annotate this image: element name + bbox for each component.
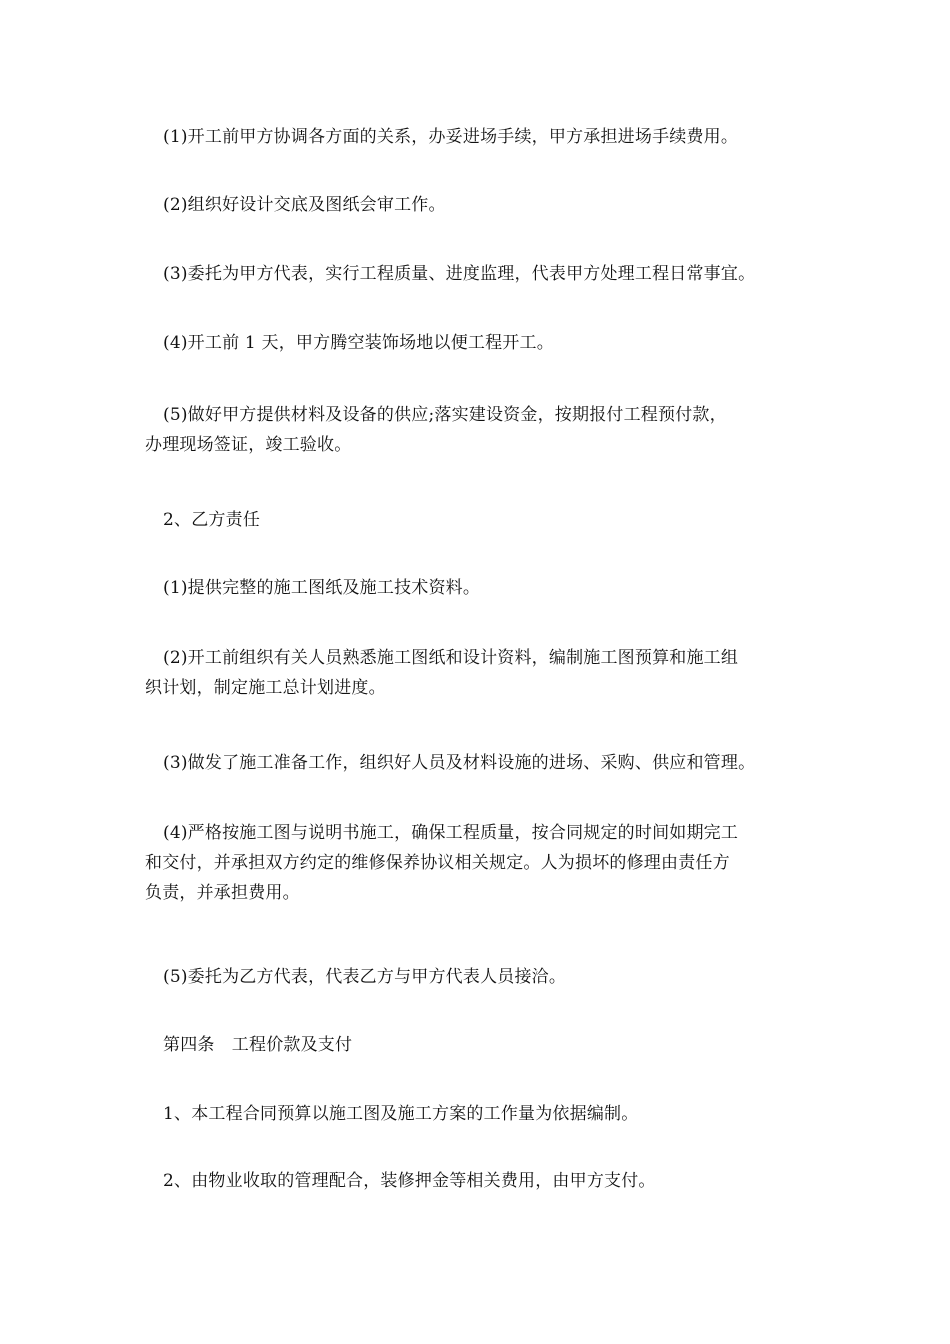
text-line: 第四条 工程价款及支付 <box>163 1035 353 1055</box>
paragraph-price-clause-1 <box>145 1099 825 1129</box>
text-line: 和交付，并承担双方约定的维修保养协议相关规定。人为损坏的修理由责任方 <box>145 853 730 873</box>
text-line: (4)开工前 1 天，甲方腾空装饰场地以便工程开工。 <box>163 333 554 353</box>
paragraph-party-a-duty-5 <box>145 400 825 460</box>
paragraph-price-clause-2 <box>145 1166 825 1196</box>
paragraph-party-a-duty-1 <box>145 122 825 152</box>
text-line: (2)组织好设计交底及图纸会审工作。 <box>163 195 446 215</box>
text-line: 2、乙方责任 <box>163 510 261 530</box>
text-line: (5)做好甲方提供材料及设备的供应;落实建设资金，按期报付工程预付款， <box>163 405 727 425</box>
text-line: (4)严格按施工图与说明书施工，确保工程质量，按合同规定的时间如期完工 <box>163 823 739 843</box>
text-line: (5)委托为乙方代表，代表乙方与甲方代表人员接洽。 <box>163 967 567 987</box>
heading-article-four <box>145 1030 825 1060</box>
text-line: 织计划，制定施工总计划进度。 <box>145 678 386 698</box>
text-line: (3)做发了施工准备工作，组织好人员及材料设施的进场、采购、供应和管理。 <box>163 753 756 773</box>
text-line: (1)提供完整的施工图纸及施工技术资料。 <box>163 578 481 598</box>
paragraph-party-b-duty-2 <box>145 643 825 703</box>
text-line: (1)开工前甲方协调各方面的关系，办妥进场手续，甲方承担进场手续费用。 <box>163 127 739 147</box>
heading-party-b-responsibility <box>145 505 825 535</box>
paragraph-party-a-duty-2 <box>145 190 825 220</box>
text-line: 办理现场签证，竣工验收。 <box>145 435 352 455</box>
text-line: (2)开工前组织有关人员熟悉施工图纸和设计资料，编制施工图预算和施工组 <box>163 648 739 668</box>
paragraph-party-b-duty-5 <box>145 962 825 992</box>
paragraph-party-b-duty-4 <box>145 818 825 908</box>
text-line: 2、由物业收取的管理配合，装修押金等相关费用，由甲方支付。 <box>163 1171 656 1191</box>
text-line: 1、本工程合同预算以施工图及施工方案的工作量为依据编制。 <box>163 1104 639 1124</box>
paragraph-party-b-duty-1 <box>145 573 825 603</box>
paragraph-party-a-duty-4 <box>145 328 825 358</box>
text-line: (3)委托为甲方代表，实行工程质量、进度监理，代表甲方处理工程日常事宜。 <box>163 264 756 284</box>
text-line: 负责，并承担费用。 <box>145 883 300 903</box>
paragraph-party-b-duty-3 <box>145 748 825 778</box>
paragraph-party-a-duty-3 <box>145 259 825 289</box>
